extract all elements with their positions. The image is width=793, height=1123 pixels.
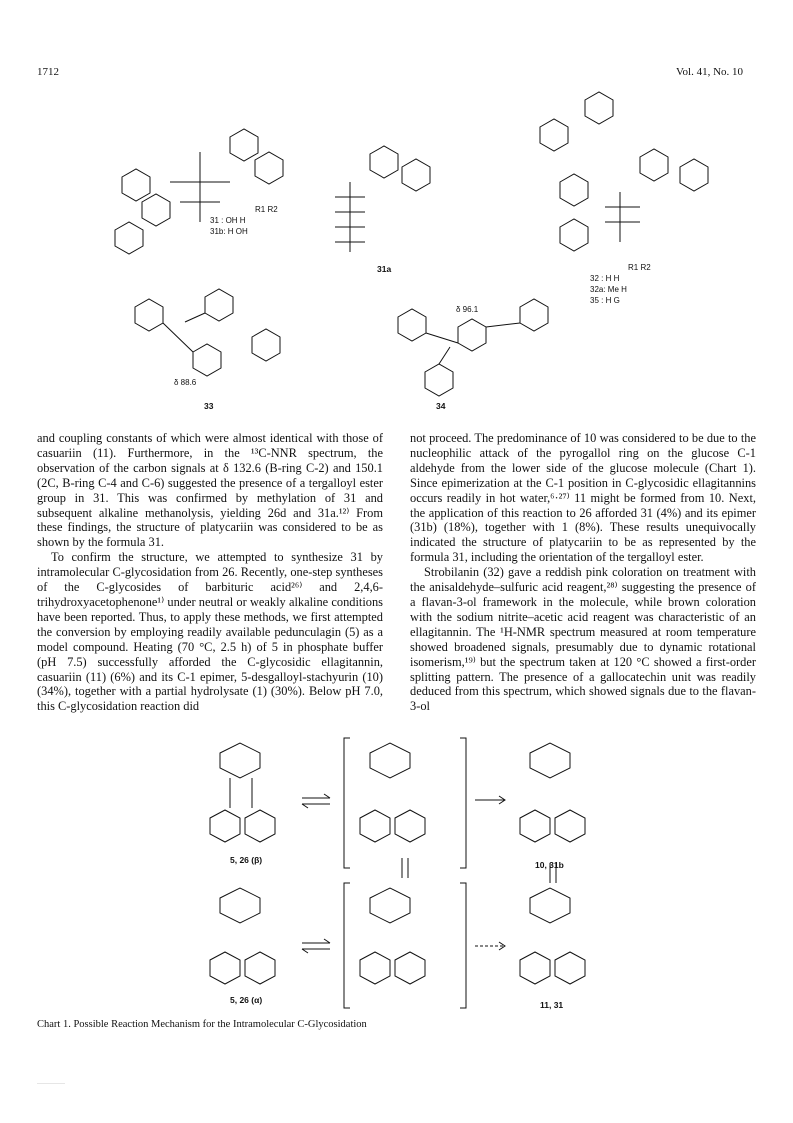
structure-31: [115, 129, 283, 254]
label-31a: 31a: [377, 264, 392, 274]
label-35: 35 : H G: [590, 296, 620, 305]
dashed-arrow-bottom: [475, 942, 505, 950]
structure-31a: [335, 146, 430, 252]
label-32-r-header: R1 R2: [628, 263, 651, 272]
bracket-intermediate-bottom: [344, 883, 466, 1008]
label-34: 34: [436, 401, 446, 411]
paragraph: not proceed. The predominance of 10 was considered to be due to the nucleophilic attack of the pyrogallol ring on the glucose C-1 aldehyde from the lower side of the glucose molecule (Chart 1). Since epimerization at the C-1 position in C-glycosidic ellagitannins occurs readily in hot water,⁶·²⁷⁾ 11 might be formed from 10. Next, the application of this reaction to 26 afforded 31 (4%) and its epimer (31b) (18%), together with 1 (8%). These results unequivocally indicated the structure of platycariin to be as represented by the formula 31, including the orientation of the tergalloyl ester.: [410, 431, 756, 565]
structures-figure: [80, 82, 760, 422]
structure-33: [135, 289, 280, 376]
equilibrium-arrow-bottom: [302, 939, 330, 953]
label-32: 32 : H H: [590, 274, 620, 283]
reaction-mechanism-chart: [190, 728, 630, 1013]
label-5-26-beta: 5, 26 (β): [230, 855, 263, 865]
label-32a: 32a: Me H: [590, 285, 627, 294]
equilibrium-arrow-top: [302, 794, 330, 808]
structure-32: [540, 92, 708, 251]
label-11-31: 11, 31: [540, 1000, 564, 1010]
shift-34: δ 96.1: [456, 305, 479, 314]
shift-33: δ 88.6: [174, 378, 197, 387]
paragraph: and coupling constants of which were almost identical with those of casuariin (11). Furthermore, in the ¹³C-NNR spectrum, the observation of the carbon signals at δ 132.6 (B-ring C-2) and 150.1 (2C, B-ring C-4 and C-6) suggested the presence of a tergalloyl ester group in 31. This was confirmed by methylation of 31 and subsequent alkaline methanolysis, yielding 26d and 31a.¹²⁾ From these findings, the structure of platycariin was considered to be as shown by the formula 31.: [37, 431, 383, 550]
label-33: 33: [204, 401, 214, 411]
structure-10-31b: [520, 743, 585, 842]
journal-volume: Vol. 41, No. 10: [676, 66, 744, 78]
label-31: 31 : OH H: [210, 216, 246, 225]
label-31b: 31b: H OH: [210, 227, 248, 236]
chart-caption: Chart 1. Possible Reaction Mechanism for the Intramolecular C-Glycosidation: [37, 1019, 367, 1030]
bracket-intermediate-top: [344, 738, 466, 868]
paragraph: Strobilanin (32) gave a reddish pink coloration on treatment with the anisaldehyde–sulfuric acid reagent,²⁸⁾ suggesting the presence of a flavan-3-ol framework in the molecule, while brown coloration with the sodium nitrite–acetic acid reagent was characteristic of an ellagitannin. The ¹H-NMR spectrum measured at room temperature showed broadened signals, presumably due to dynamic rotational isomerism,¹⁹⁾ but the spectrum taken at 120 °C showed a first-order splitting pattern. The presence of a gallocatechin unit was readily deduced from this spectrum, which showed signals due to the flavan-3-ol: [410, 565, 756, 714]
structure-11-31: [520, 888, 585, 984]
label-31-r-header: R1 R2: [255, 205, 278, 214]
label-5-26-alpha: 5, 26 (α): [230, 995, 263, 1005]
body-right-column: [410, 431, 756, 714]
label-10-31b: 10, 31b: [535, 860, 564, 870]
divider: [37, 1083, 65, 1084]
page-number: 1712: [37, 66, 59, 78]
vertical-arrow-middle: [402, 858, 408, 878]
paragraph: To confirm the structure, we attempted to synthesize 31 by intramolecular C-glycosidation from 26. Recently, one-step syntheses of the C-glycosides of barbituric acid²⁶⁾ and 2,4,6-trihydroxyacetophenone¹⁾ under neutral or weakly alkaline conditions have been reported. Thus, to apply these methods, we first attempted the conversion by employing readily available pedunculagin (5) as a model compound. Heating (70 °C, 2.5 h) of 5 in phosphate buffer (pH 7.5) successfully afforded the C-glycosidic ellagitannin, casuariin (11) (6%) and its C-1 epimer, 5-desgalloyl-stachyurin (10) (34%), together with a partial hydrolysate (1) (30%). Below pH 7.0, this C-glycosidation reaction did: [37, 550, 383, 714]
forward-arrow-top: [475, 796, 505, 804]
body-left-column: [37, 431, 383, 714]
structure-5-26-alpha: [210, 888, 275, 984]
structure-5-26-beta: [210, 743, 275, 842]
